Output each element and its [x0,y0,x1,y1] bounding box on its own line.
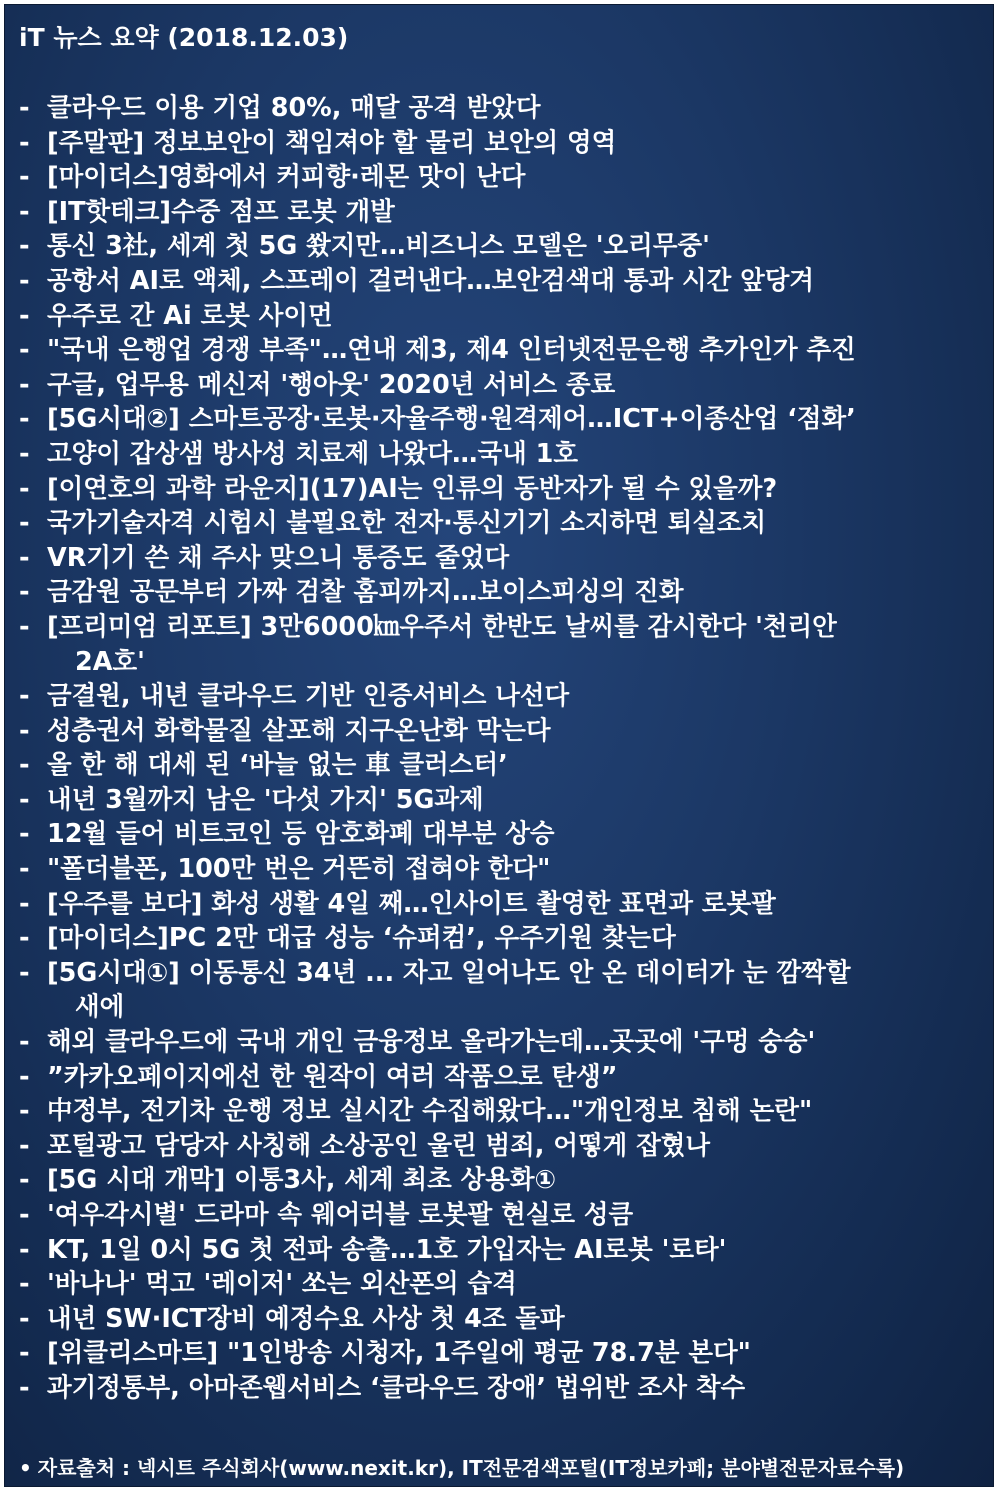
news-headline: 내년 SW·ICT장비 예정수요 사상 첫 4조 돌파 [47,1303,565,1334]
news-headline: '여우각시별' 드라마 속 웨어러블 로봇팔 현실로 성큼 [47,1200,634,1230]
list-dash: - [19,681,30,712]
news-headline: "국내 은행업 경쟁 부족"…연내 제3, 제4 인터넷전문은행 추가인가 추진 [47,335,856,366]
list-dash: - [19,1234,30,1265]
news-headline: [마이더스]영화에서 커피향·레몬 맛이 난다 [47,162,526,193]
news-item [19,1198,983,1233]
news-headline: [5G시대①] 이동통신 34년 ... 자고 일어나도 안 온 데이터가 눈 깜짝할 [47,957,851,988]
news-item [19,575,983,610]
news-headline: 포털광고 담당자 사칭해 소상공인 울린 범죄, 어떻게 잡혔나 [47,1130,711,1161]
list-dash: - [19,784,30,815]
list-dash: - [19,1200,30,1230]
list-dash: - [19,1130,30,1161]
news-headline: 올 한 해 대세 된 ‘바늘 없는 車 클러스터’ [47,750,508,781]
news-headline: [5G시대②] 스마트공장·로봇·자율주행·원격제어…ICT+이종산업 ‘점화’ [47,404,856,435]
news-headline: VR기기 쓴 채 주사 맞으니 통증도 줄었다 [47,542,510,573]
list-dash: - [19,335,30,366]
news-item [19,264,983,299]
news-item [19,160,983,195]
news-headline: [위클리스마트] "1인방송 시청자, 1주일에 평균 78.7분 본다" [47,1338,751,1369]
news-item [19,748,983,783]
news-item [19,91,983,126]
page-title: iT 뉴스 요약 (2018.12.03) [19,23,349,52]
list-dash: - [19,888,30,919]
news-item [19,1371,983,1406]
news-headline: [IT핫테크]수중 점프 로봇 개발 [47,196,395,227]
news-headline: [주말판] 정보보안이 책임져야 할 물리 보안의 영역 [47,127,617,158]
list-dash: - [19,473,30,504]
news-item [19,1163,983,1198]
news-item [19,126,983,161]
news-headline: KT, 1일 0시 5G 첫 전파 송출…1호 가입자는 AI로봇 '로타' [47,1234,727,1265]
news-item [19,610,983,679]
news-item [19,472,983,507]
bullet-icon: • [19,1456,32,1480]
source-note [19,1455,904,1481]
news-item [19,1336,983,1371]
list-dash: - [19,162,30,193]
list-dash: - [19,819,30,850]
news-headline: 과기정통부, 아마존웹서비스 ‘클라우드 장애’ 법위반 조사 착수 [47,1372,746,1403]
news-headline: [프리미엄 리포트] 3만6000㎞우주서 한반도 날씨를 감시한다 '천리안 [47,611,837,642]
news-panel [4,4,994,1487]
list-dash: - [19,1027,30,1058]
news-headline: [마이더스]PC 2만 대급 성능 ‘슈퍼컴’, 우주기원 찾는다 [47,923,676,954]
list-dash: - [19,715,30,746]
list-dash: - [19,577,30,608]
list-dash: - [19,1165,30,1196]
news-headline: 해외 클라우드에 국내 개인 금융정보 올라가는데…곳곳에 '구멍 숭숭' [47,1027,816,1058]
news-item [19,1267,983,1302]
news-item [19,714,983,749]
news-list [19,91,983,1406]
news-headline: 우주로 간 Ai 로봇 사이먼 [47,300,333,331]
list-dash: - [19,542,30,573]
list-dash: - [19,127,30,158]
list-dash: - [19,196,30,227]
news-item [19,195,983,230]
list-dash: - [19,923,30,954]
news-item [19,368,983,403]
news-headline: [이연호의 과학 라운지](17)AI는 인류의 동반자가 될 수 있을까? [47,473,778,504]
news-headline-continuation: 새에 [75,992,125,1023]
news-headline: 국가기술자격 시험시 불필요한 전자·통신기기 소지하면 퇴실조치 [47,508,767,539]
news-item [19,852,983,887]
news-item [19,817,983,852]
news-headline: 금결원, 내년 클라우드 기반 인증서비스 나선다 [47,681,570,712]
list-dash: - [19,1061,30,1092]
list-dash: - [19,438,30,469]
list-dash: - [19,750,30,781]
news-headline: 12월 들어 비트코인 등 암호화폐 대부분 상승 [47,819,555,850]
news-item [19,1094,983,1129]
news-headline: 中정부, 전기차 운행 정보 실시간 수집해왔다…"개인정보 침해 논란" [47,1096,813,1127]
list-dash: - [19,854,30,885]
news-headline: 금감원 공문부터 가짜 검찰 홈피까지…보이스피싱의 진화 [47,577,684,608]
source-text: 자료출처 : 넥시트 주식회사(www.nexit.kr), IT전문검색포털(IT정보카페; 분야별전문자료수록) [37,1456,905,1480]
news-item [19,921,983,956]
list-dash: - [19,611,30,642]
list-dash: - [19,300,30,331]
news-headline: 내년 3월까지 남은 '다섯 가지' 5G과제 [47,784,484,815]
news-item [19,1302,983,1337]
news-headline-continuation: 2A호' [75,646,145,677]
news-item [19,229,983,264]
news-headline: 성층권서 화학물질 살포해 지구온난화 막는다 [47,715,551,746]
news-item [19,299,983,334]
list-dash: - [19,1303,30,1334]
news-item [19,783,983,818]
news-item [19,887,983,922]
news-item [19,333,983,368]
news-item [19,402,983,437]
list-dash: - [19,1338,30,1369]
list-dash: - [19,404,30,435]
news-headline: 공항서 AI로 액체, 스프레이 걸러낸다…보안검색대 통과 시간 앞당겨 [47,265,815,296]
list-dash: - [19,369,30,400]
news-headline: 통신 3社, 세계 첫 5G 쐈지만…비즈니스 모델은 '오리무중' [47,231,710,262]
news-headline: 고양이 갑상샘 방사성 치료제 나왔다…국내 1호 [47,438,579,469]
news-item [19,679,983,714]
news-item [19,437,983,472]
list-dash: - [19,1372,30,1403]
news-headline: 구글, 업무용 메신저 '행아웃' 2020년 서비스 종료 [47,369,616,400]
news-headline: 클라우드 이용 기업 80%, 매달 공격 받았다 [47,93,541,123]
news-headline: "폴더블폰, 100만 번은 거뜬히 접혀야 한다" [47,854,551,885]
list-dash: - [19,1096,30,1127]
news-item [19,1060,983,1095]
list-dash: - [19,231,30,262]
news-item [19,1025,983,1060]
list-dash: - [19,1269,30,1300]
news-item [19,956,983,1025]
news-headline: [5G 시대 개막] 이통3사, 세계 최초 상용화① [47,1165,557,1196]
news-item [19,1129,983,1164]
news-headline: ”카카오페이지에선 한 원작이 여러 작품으로 탄생” [47,1061,618,1092]
news-item [19,1233,983,1268]
list-dash: - [19,957,30,988]
news-item [19,541,983,576]
news-item [19,506,983,541]
news-headline: [우주를 보다] 화성 생활 4일 째…인사이트 촬영한 표면과 로봇팔 [47,888,776,919]
list-dash: - [19,265,30,296]
list-dash: - [19,508,30,539]
list-dash: - [19,93,30,123]
news-headline: '바나나' 먹고 '레이저' 쏘는 외산폰의 습격 [47,1269,517,1300]
